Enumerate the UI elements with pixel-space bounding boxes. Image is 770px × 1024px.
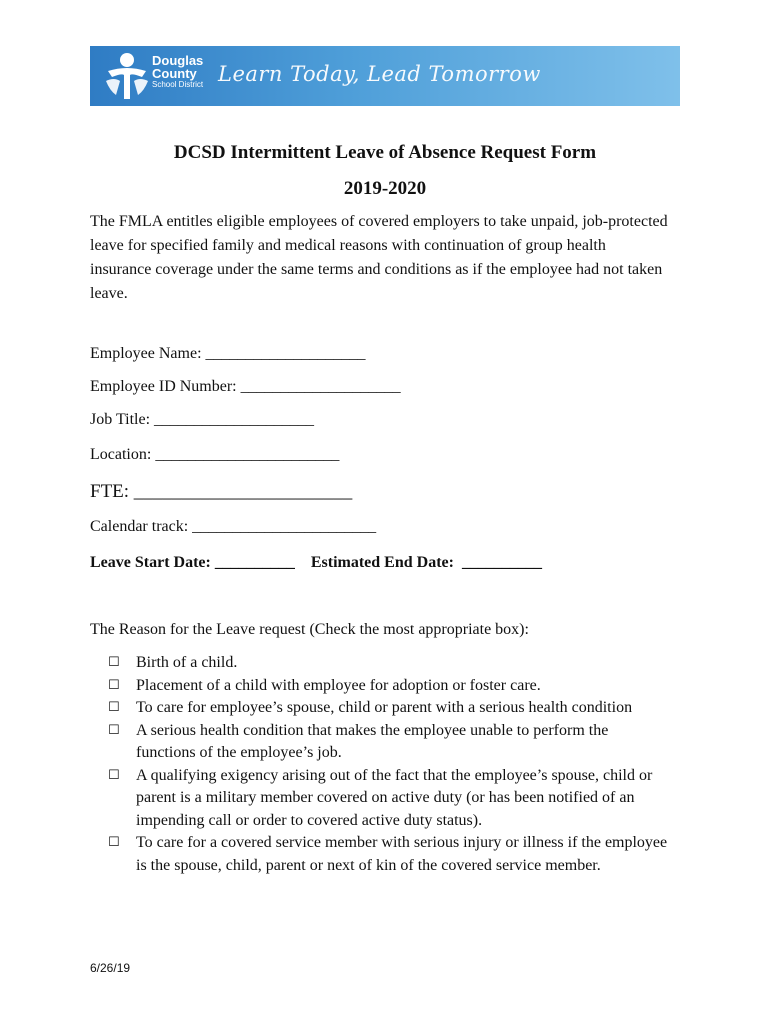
reason-option[interactable] [108,675,668,698]
tagline: Learn Today, Lead Tomorrow [218,62,541,86]
logo-line-2: County [152,66,197,81]
checkbox-icon[interactable]: ☐ [108,767,120,783]
district-logo-icon [104,51,150,101]
employee-id-field[interactable]: Employee ID Number: ____________________ [90,378,401,395]
reason-option[interactable] [108,832,668,877]
checkbox-icon[interactable]: ☐ [108,835,120,850]
reason-option[interactable] [108,765,668,833]
checkbox-icon[interactable]: ☐ [108,677,120,693]
reason-label: Birth of a child. [136,654,238,671]
reason-label: A serious health condition that makes the employee unable to perform the functions of the employee’s job. [136,721,609,761]
logo-line-1: Douglas [152,53,204,68]
fte-field[interactable]: FTE: _______________________ [90,481,353,502]
reason-label: A qualifying exigency arising out of the fact that the employee’s spouse, child or parent is a military member covered on active duty (or has been notified of an impending call or order to covered active duty status). [136,766,653,829]
reason-option[interactable] [108,720,668,765]
reason-options [108,652,668,877]
checkbox-icon[interactable]: ☐ [108,655,120,670]
logo-line-3: School District [152,80,204,89]
form-year: 2019-2020 [343,178,427,199]
calendar-track-field[interactable]: Calendar track: _______________________ [90,518,377,535]
reason-option[interactable] [108,697,668,720]
employee-name-field[interactable]: Employee Name: ____________________ [90,345,366,362]
location-field[interactable]: Location: _______________________ [90,446,340,463]
district-logo-text [152,54,203,90]
reason-option[interactable] [108,652,668,675]
checkbox-icon[interactable]: ☐ [108,722,120,738]
leave-dates-field[interactable]: Leave Start Date: __________ Estimated End Date: __________ [90,554,542,571]
reason-label: To care for a covered service member with serious injury or illness if the employee is the spouse, child, parent or next of kin of the covered service member. [136,834,668,874]
reason-label: To care for employee’s spouse, child or parent with a serious health condition [136,699,633,716]
footer-date: 6/26/19 [90,961,131,975]
form-title: DCSD Intermittent Leave of Absence Request Form [173,142,597,163]
reason-label: Placement of a child with employee for adoption or foster care. [136,676,541,694]
job-title-field[interactable]: Job Title: ____________________ [90,411,315,428]
reason-intro: The Reason for the Leave request (Check the most appropriate box): [90,621,529,638]
checkbox-icon[interactable]: ☐ [108,700,120,715]
district-banner [90,46,680,106]
intro-paragraph: The FMLA entitles eligible employees of covered employers to take unpaid, job-protected leave for specified family and medical reasons with continuation of group health insurance coverage under the same terms and conditions as if the employee had not taken leave. [90,213,668,302]
